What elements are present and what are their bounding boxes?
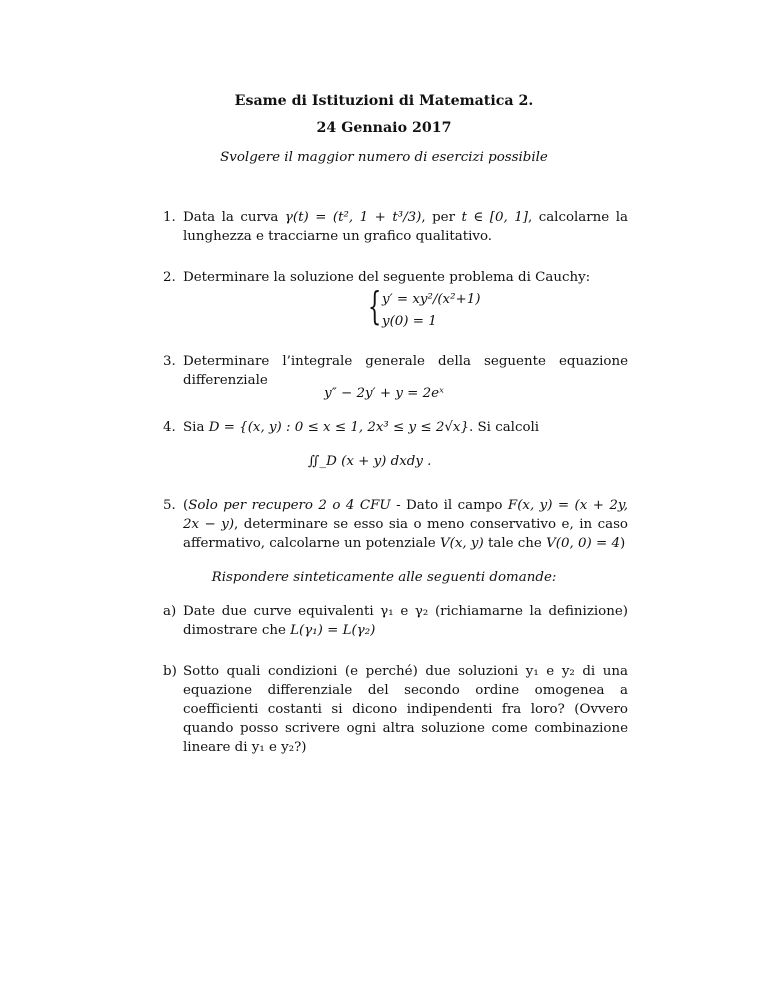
vector-field: F(x, y) = (x + 2y, 2x − y) bbox=[183, 498, 628, 532]
section-heading: Rispondere sinteticamente alle seguenti domande: bbox=[211, 570, 557, 585]
potential-function: V(x, y) bbox=[439, 536, 484, 551]
exercise-4 bbox=[163, 418, 628, 437]
question-label: b) bbox=[163, 664, 177, 679]
exercise-text: Determinare la soluzione del seguente problema di Cauchy: bbox=[183, 270, 591, 285]
exercise-number: 4. bbox=[163, 420, 176, 435]
exercise-text: Sia D = {(x, y) : 0 ≤ x ≤ 1, 2x³ ≤ y ≤ 2√x}. Si calcoli bbox=[183, 420, 540, 435]
question-label: a) bbox=[163, 604, 177, 619]
question-b bbox=[163, 662, 628, 757]
exam-title: Esame di Istituzioni di Matematica 2. bbox=[234, 93, 534, 109]
differential-equation: y″ − 2y′ + y = 2eˣ bbox=[324, 386, 444, 401]
exercise-text: Determinare l’integrale generale della seguente equazione differenziale bbox=[183, 354, 628, 388]
potential-condition: V(0, 0) = 4 bbox=[546, 536, 621, 551]
exercise-2 bbox=[163, 268, 628, 287]
exercise-1 bbox=[163, 208, 628, 246]
exercise-number: 5. bbox=[163, 498, 176, 513]
initial-condition: y(0) = 1 bbox=[382, 314, 437, 329]
question-a bbox=[163, 602, 628, 640]
question-text: Sotto quali condizioni (e perché) due soluzioni y₁ e y₂ di una equazione differenziale del secondo ordine omogenea a coefficienti costanti si dicono indipendenti fra loro? (Ovvero quando posso scrivere ogni altra soluzione come combinazione lineare di y₁ e y₂?) bbox=[183, 664, 628, 755]
question-text: Date due curve equivalenti γ₁ e γ₂ (richiamarne la definizione) dimostrare che L(γ₁) = L(γ₂) bbox=[183, 604, 628, 638]
exercise-text: (Solo per recupero 2 o 4 CFU - Dato il campo F(x, y) = (x + 2y, 2x − y), determinare se esso sia o meno conservativo e, in caso affermativo, calcolarne un potenziale V(x, y) tale che V(0, 0) = 4) bbox=[183, 498, 628, 551]
curve-formula: γ(t) = (t², 1 + t³/3) bbox=[284, 210, 422, 225]
exercise-5 bbox=[163, 496, 628, 553]
parameter-domain: t ∈ [0, 1] bbox=[461, 210, 528, 225]
exam-date: 24 Gennaio 2017 bbox=[316, 120, 452, 136]
ode-equation: y′ = xy²/(x²+1) bbox=[382, 292, 481, 307]
exercise-number: 3. bbox=[163, 354, 176, 369]
exercise-number: 1. bbox=[163, 210, 176, 225]
exercise-text: Data la curva γ(t) = (t², 1 + t³/3), per t ∈ [0, 1], calcolarne la lunghezza e tracciarne un grafico qualitativo. bbox=[183, 210, 628, 244]
left-brace: { bbox=[368, 284, 382, 328]
length-equality: L(γ₁) = L(γ₂) bbox=[290, 623, 376, 638]
double-integral: ∬_D (x + y) dxdy . bbox=[308, 454, 432, 469]
domain-set: D = {(x, y) : 0 ≤ x ≤ 1, 2x³ ≤ y ≤ 2√x} bbox=[208, 420, 469, 435]
recovery-note: Solo per recupero 2 o 4 CFU bbox=[188, 498, 391, 513]
exam-instructions: Svolgere il maggior numero di esercizi possibile bbox=[220, 150, 548, 165]
exercise-number: 2. bbox=[163, 270, 176, 285]
